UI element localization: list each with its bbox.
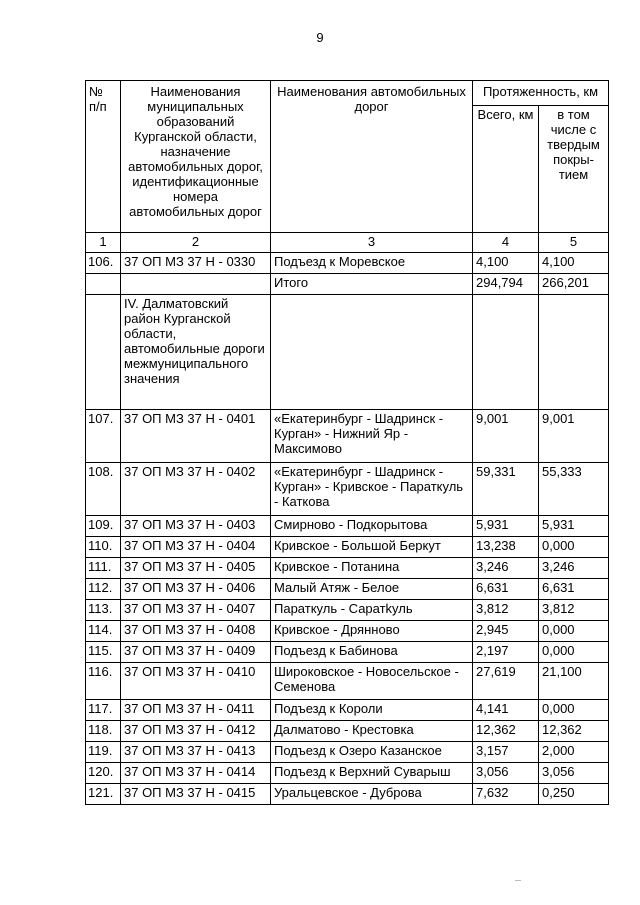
road-id: 37 ОП МЗ 37 Н - 0408 (121, 621, 271, 642)
length-hard-surface: 6,631 (539, 579, 609, 600)
length-hard-surface: 5,931 (539, 516, 609, 537)
road-name: Кривское - Дрянново (271, 621, 473, 642)
length-total: 7,632 (473, 784, 539, 805)
header-row (86, 81, 609, 106)
table-row (86, 463, 609, 516)
road-id (121, 274, 271, 295)
road-name: Итого (271, 274, 473, 295)
road-id: IV. Далматовский район Курганской области, автомобильные дороги межмуниципального значения (121, 295, 271, 410)
table-row (86, 537, 609, 558)
road-id: 37 ОП МЗ 37 Н - 0330 (121, 253, 271, 274)
road-name: Кривское - Большой Беркут (271, 537, 473, 558)
length-total: 6,631 (473, 579, 539, 600)
length-total: 2,197 (473, 642, 539, 663)
row-number: 111. (86, 558, 121, 579)
road-name: Подъезд к Верхний Суварыш (271, 763, 473, 784)
table-row (86, 253, 609, 274)
road-id: 37 ОП МЗ 37 Н - 0414 (121, 763, 271, 784)
table-row (86, 410, 609, 463)
table-row (86, 663, 609, 700)
row-number: 116. (86, 663, 121, 700)
scan-mark (515, 880, 521, 881)
road-id: 37 ОП МЗ 37 Н - 0413 (121, 742, 271, 763)
length-total: 9,001 (473, 410, 539, 463)
column-number: 1 (86, 233, 121, 253)
header-length: Протяженность, км (473, 81, 609, 106)
table-row (86, 558, 609, 579)
length-total: 59,331 (473, 463, 539, 516)
row-number: 119. (86, 742, 121, 763)
row-number: 110. (86, 537, 121, 558)
table-row (86, 763, 609, 784)
table-row (86, 579, 609, 600)
road-name: Смирново - Подкорытова (271, 516, 473, 537)
road-name: Широковское - Новосельское - Семенова (271, 663, 473, 700)
length-total: 13,238 (473, 537, 539, 558)
row-number: 109. (86, 516, 121, 537)
road-name: Уральцевское - Дуброва (271, 784, 473, 805)
length-total: 3,246 (473, 558, 539, 579)
length-total: 12,362 (473, 721, 539, 742)
header-municipal: Наименования муниципальных образований Курганской области, назначение автомобильных дорог, идентификационные номера автомобильных дорог (121, 81, 271, 233)
table-row (86, 642, 609, 663)
table-row (86, 274, 609, 295)
length-hard-surface: 266,201 (539, 274, 609, 295)
table-row (86, 621, 609, 642)
road-id: 37 ОП МЗ 37 Н - 0404 (121, 537, 271, 558)
column-number: 5 (539, 233, 609, 253)
length-hard-surface: 0,000 (539, 700, 609, 721)
length-hard-surface: 3,246 (539, 558, 609, 579)
length-hard-surface: 0,250 (539, 784, 609, 805)
length-total (473, 295, 539, 410)
length-total: 4,100 (473, 253, 539, 274)
road-name: Кривское - Потанина (271, 558, 473, 579)
table-row (86, 295, 609, 410)
length-hard-surface: 3,812 (539, 600, 609, 621)
row-number: 120. (86, 763, 121, 784)
row-number: 108. (86, 463, 121, 516)
road-id: 37 ОП МЗ 37 Н - 0415 (121, 784, 271, 805)
page-number: 9 (316, 30, 324, 45)
row-number (86, 295, 121, 410)
road-id: 37 ОП МЗ 37 Н - 0412 (121, 721, 271, 742)
road-id: 37 ОП МЗ 37 Н - 0407 (121, 600, 271, 621)
road-name: Подъезд к Короли (271, 700, 473, 721)
road-id: 37 ОП МЗ 37 Н - 0402 (121, 463, 271, 516)
road-id: 37 ОП МЗ 37 Н - 0406 (121, 579, 271, 600)
length-hard-surface: 21,100 (539, 663, 609, 700)
column-number: 3 (271, 233, 473, 253)
road-name: «Екатеринбург - Шадринск - Курган» - Кривское - Параткуль - Каткова (271, 463, 473, 516)
length-hard-surface: 0,000 (539, 642, 609, 663)
row-number: 114. (86, 621, 121, 642)
road-id: 37 ОП МЗ 37 Н - 0410 (121, 663, 271, 700)
length-hard-surface: 3,056 (539, 763, 609, 784)
row-number: 118. (86, 721, 121, 742)
length-hard-surface: 12,362 (539, 721, 609, 742)
header-total: Всего, км (473, 106, 539, 233)
length-total: 2,945 (473, 621, 539, 642)
roads-table (85, 80, 609, 805)
road-name: Далматово - Крестовка (271, 721, 473, 742)
row-number: 106. (86, 253, 121, 274)
length-hard-surface: 0,000 (539, 621, 609, 642)
length-total: 27,619 (473, 663, 539, 700)
row-number (86, 274, 121, 295)
header-hard-surface: в том числе с твердым покры- тием (539, 106, 609, 233)
length-hard-surface: 0,000 (539, 537, 609, 558)
road-id: 37 ОП МЗ 37 Н - 0409 (121, 642, 271, 663)
table-row (86, 721, 609, 742)
header-num: № п/п (86, 81, 121, 233)
length-hard-surface (539, 295, 609, 410)
length-hard-surface: 55,333 (539, 463, 609, 516)
road-name: Подъезд к Озеро Казанское (271, 742, 473, 763)
row-number: 121. (86, 784, 121, 805)
length-total: 3,812 (473, 600, 539, 621)
length-total: 3,157 (473, 742, 539, 763)
column-numbers-row (86, 233, 609, 253)
road-name: Подъезд к Моревское (271, 253, 473, 274)
length-total: 3,056 (473, 763, 539, 784)
row-number: 117. (86, 700, 121, 721)
table-body (86, 253, 609, 805)
row-number: 107. (86, 410, 121, 463)
road-name: Параткуль - Саратkуль (271, 600, 473, 621)
road-name (271, 295, 473, 410)
table-row (86, 600, 609, 621)
road-id: 37 ОП МЗ 37 Н - 0401 (121, 410, 271, 463)
length-total: 5,931 (473, 516, 539, 537)
length-total: 4,141 (473, 700, 539, 721)
road-id: 37 ОП МЗ 37 Н - 0403 (121, 516, 271, 537)
road-name: «Екатеринбург - Шадринск - Курган» - Нижний Яр - Максимово (271, 410, 473, 463)
table-row (86, 784, 609, 805)
column-number: 4 (473, 233, 539, 253)
row-number: 115. (86, 642, 121, 663)
length-total: 294,794 (473, 274, 539, 295)
road-id: 37 ОП МЗ 37 Н - 0411 (121, 700, 271, 721)
table-row (86, 700, 609, 721)
table-row (86, 516, 609, 537)
road-name: Малый Атяж - Белое (271, 579, 473, 600)
row-number: 112. (86, 579, 121, 600)
row-number: 113. (86, 600, 121, 621)
header-road-name: Наименования автомобильных дорог (271, 81, 473, 233)
road-id: 37 ОП МЗ 37 Н - 0405 (121, 558, 271, 579)
road-name: Подъезд к Бабинова (271, 642, 473, 663)
length-hard-surface: 4,100 (539, 253, 609, 274)
column-number: 2 (121, 233, 271, 253)
length-hard-surface: 2,000 (539, 742, 609, 763)
table-row (86, 742, 609, 763)
length-hard-surface: 9,001 (539, 410, 609, 463)
